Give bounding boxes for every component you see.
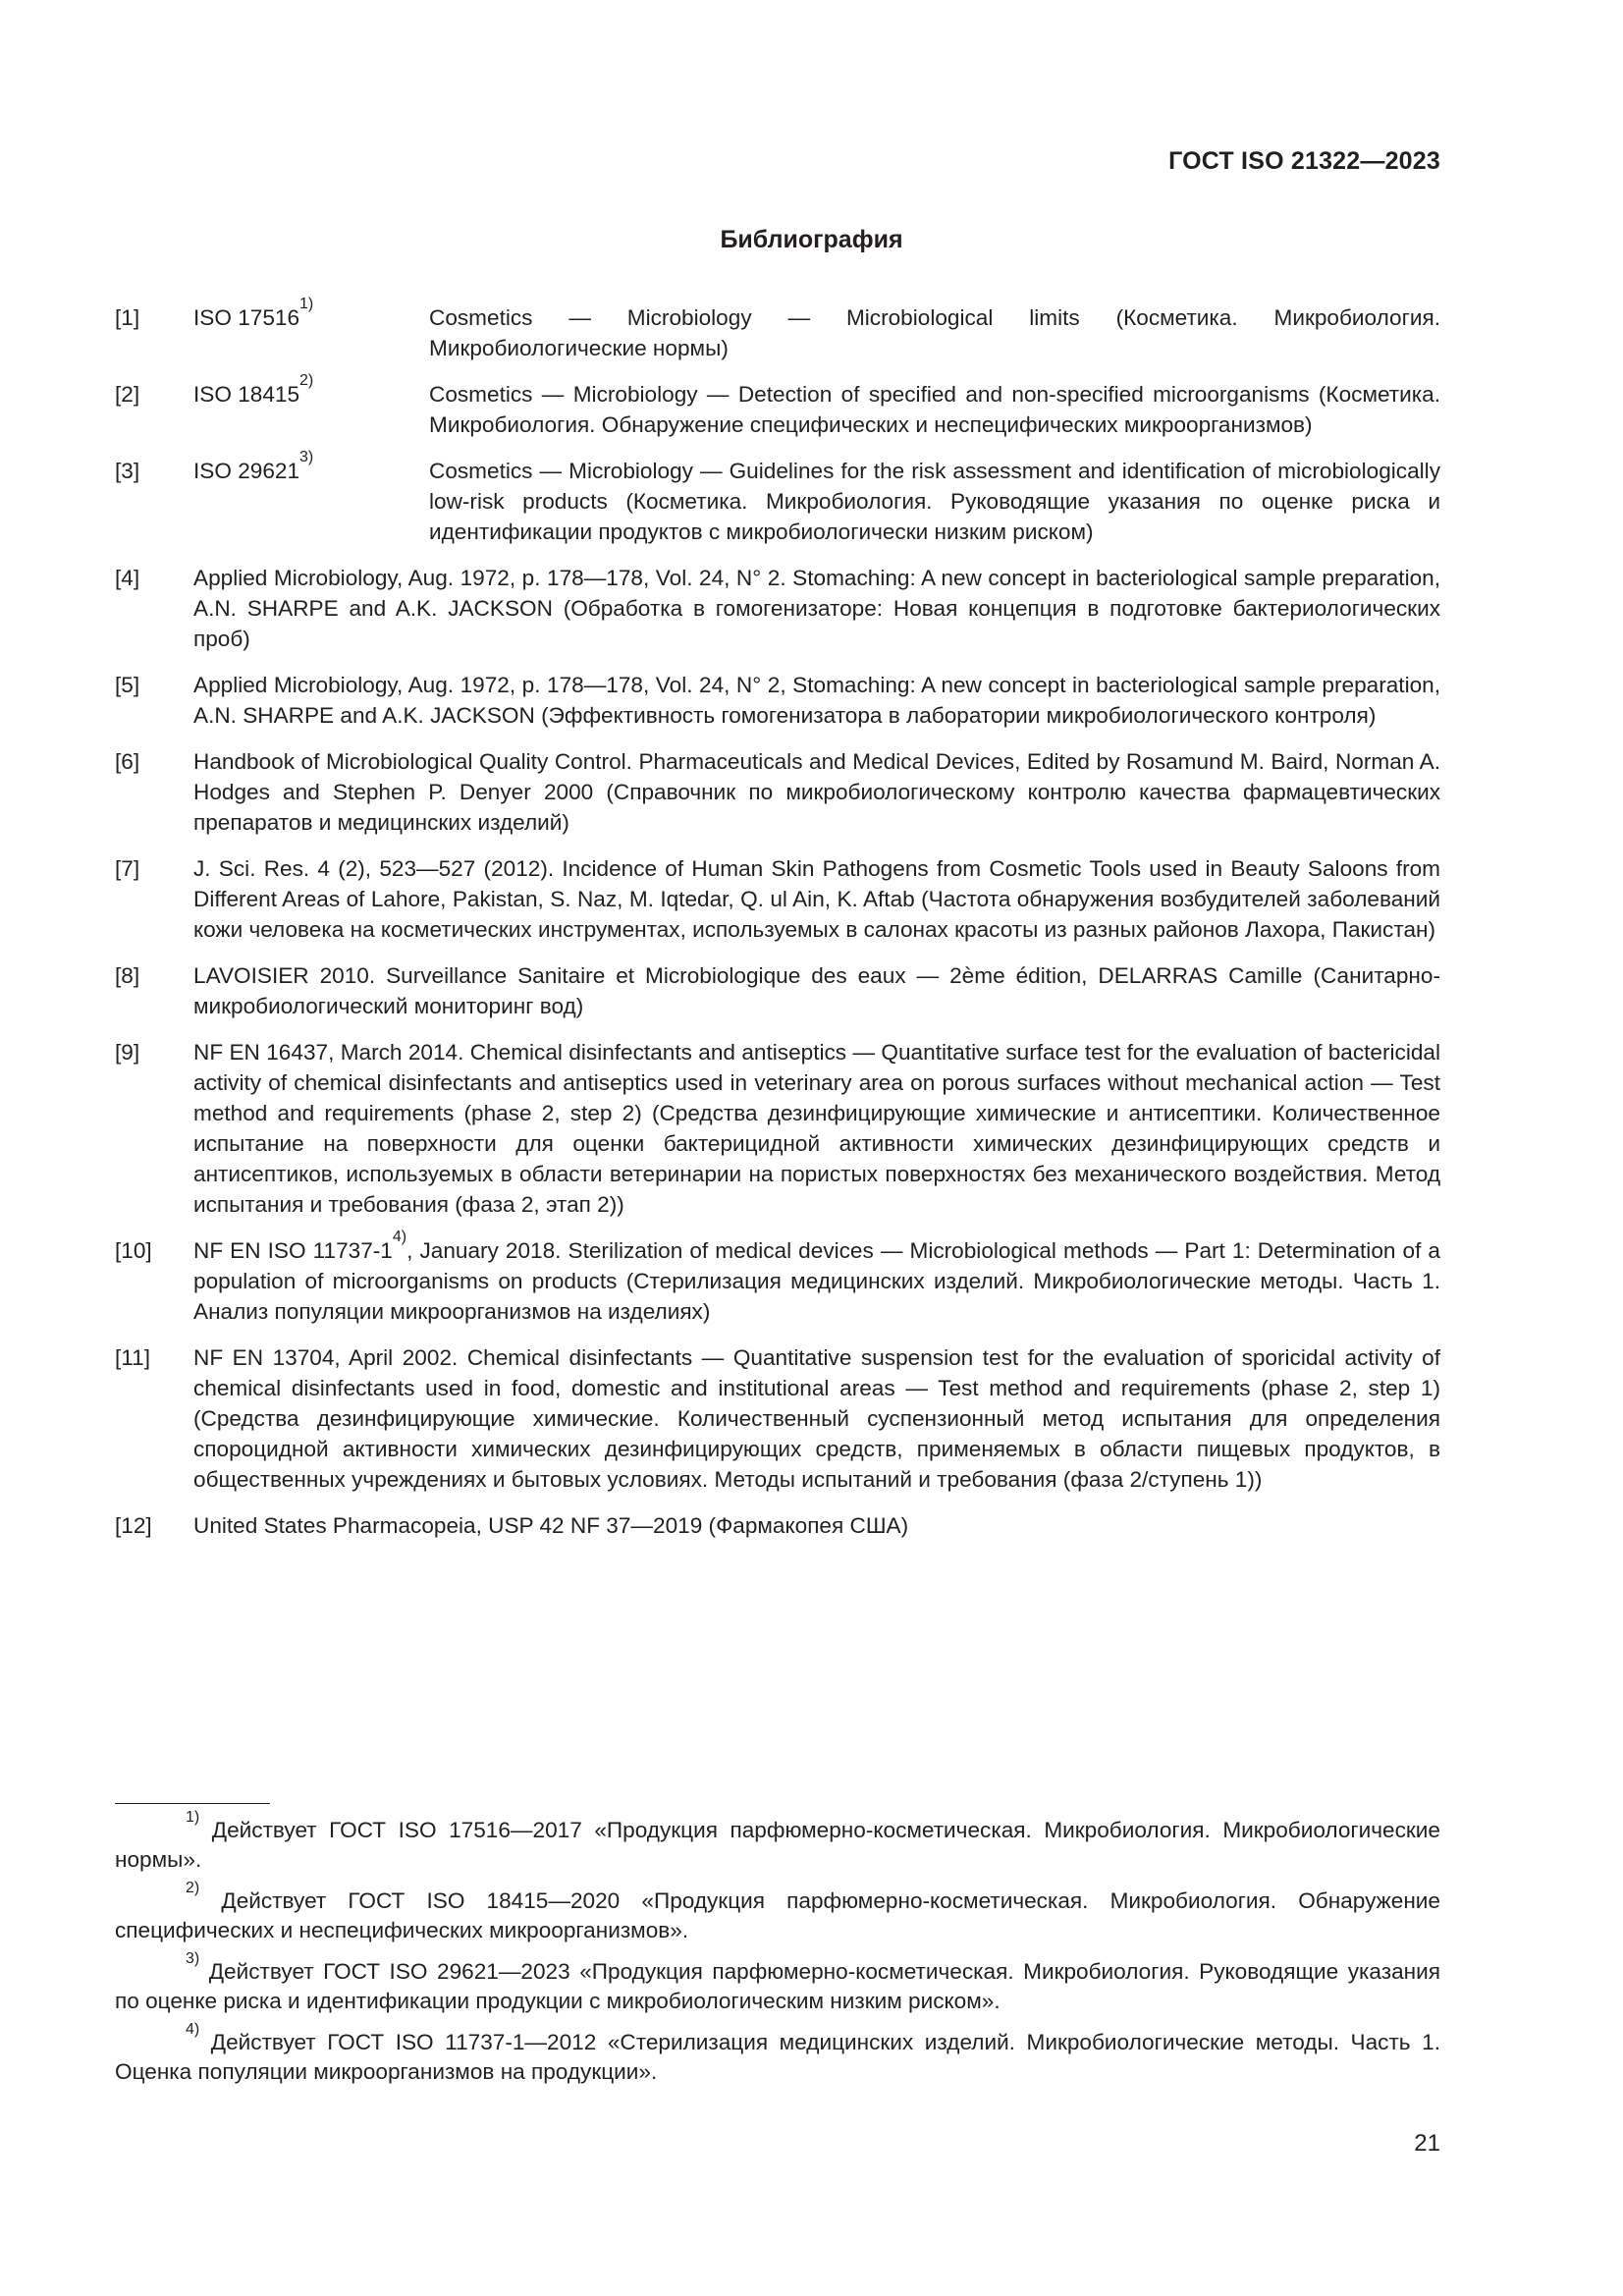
standard-code: ГОСТ ISO 21322—2023	[1168, 147, 1440, 175]
entry-code-text: ISO 17516	[193, 305, 300, 330]
entry-number: [5]	[115, 673, 140, 697]
entry-text: NF EN 16437, March 2014. Chemical disinfectants and antiseptics — Quantitative surface test for the evaluation of bactericidal activity of chemical disinfectants and antiseptics used in veterinary area on porous surfaces without mechanical action — Test method and requirements (phase 2, step 2) (Средства дезинфицирующие химические и антисептики. Количественное испытание на поверхности для оценки бактерицидной активности химических дезинфицирующих средств и антисептиков, используемых в области ветеринарии на пористых поверхностях без механического воздействия. Метод испытания и требования (фаза 2, этап 2))	[193, 1040, 1441, 1217]
footnote-mark: 3)	[299, 449, 314, 465]
entry-number: [8]	[115, 963, 140, 988]
footnote-separator	[115, 1803, 270, 1804]
entry-text: Handbook of Microbiological Quality Control. Pharmaceuticals and Medical Devices, Edited by Rosamund M. Baird, Norman A. Hodges and Stephen P. Denyer 2000 (Справочник по микробиологическому контролю качества фармацевтических препаратов и медицинских изделий)	[193, 749, 1440, 835]
entry-text: United States Pharmacopeia, USP 42 NF 37—2019 (Фармакопея США)	[193, 1513, 909, 1538]
footnote	[115, 1950, 1440, 2016]
entry-number: [9]	[115, 1040, 140, 1065]
footnote-mark: 2)	[299, 372, 314, 389]
entry-text: LAVOISIER 2010. Surveillance Sanitaire et Microbiologique des eaux — 2ème édition, DELARRAS Camille (Санитарно-микробиологический мониторинг вод)	[193, 963, 1440, 1018]
bibliography-entry	[115, 296, 1440, 363]
bibliography-entry	[115, 449, 1440, 547]
footnote	[115, 2021, 1440, 2087]
entry-text	[193, 1229, 1441, 1327]
entry-code-text: NF EN ISO 11737-1	[193, 1238, 393, 1263]
entry-text: Cosmetics — Microbiology — Microbiological limits (Косметика. Микробиология. Микробиологические нормы)	[429, 305, 1440, 360]
bibliography-entry	[115, 1037, 1440, 1220]
entry-text: Applied Microbiology, Aug. 1972, p. 178—178, Vol. 24, N° 2. Stomaching: A new concept in bacteriological sample preparation, A.N. SHARPE and A.K. JACKSON (Обработка в гомогенизаторе: Новая концепция в подготовке бактериологических проб)	[193, 566, 1440, 651]
entry-code-text: ISO 18415	[193, 382, 300, 407]
bibliography-entry	[115, 670, 1440, 731]
entry-number: [6]	[115, 749, 140, 774]
entry-text: Applied Microbiology, Aug. 1972, p. 178—178, Vol. 24, N° 2, Stomaching: A new concept in bacteriological sample preparation, A.N. SHARPE and A.K. JACKSON (Эффективность гомогенизатора в лаборатории микробиологического контроля)	[193, 673, 1440, 728]
entry-number: [1]	[115, 305, 140, 330]
footnote-text: Действует ГОСТ ISO 17516—2017 «Продукция парфюмерно-косметическая. Микробиология. Микробиологические нормы».	[115, 1818, 1440, 1872]
entry-number: [4]	[115, 566, 140, 590]
bibliography-entry	[115, 1229, 1441, 1327]
footnote	[115, 1880, 1440, 1945]
entry-number: [12]	[115, 1513, 152, 1538]
entry-number: [2]	[115, 382, 140, 407]
footnote-mark: 2)	[186, 1880, 200, 1896]
entry-text: NF EN 13704, April 2002. Chemical disinfectants — Quantitative suspension test for the evaluation of sporicidal activity of chemical disinfectants used in food, domestic and institutional areas — Test method and requirements (phase 2, step 1) (Средства дезинфицирующие химические. Количественный суспензионный метод испытания для определения спороцидной активности химических дезинфицирующих средств, применяемых в области пищевых продуктов, в общественных учреждениях и бытовых условиях. Методы испытаний и требования (фаза 2/ступень 1))	[193, 1345, 1440, 1492]
entry-text: Cosmetics — Microbiology — Detection of specified and non-specified microorganisms (Косметика. Микробиология. Обнаружение специфических и неспецифических микроорганизмов)	[429, 382, 1440, 437]
bibliography-entry	[115, 746, 1440, 838]
footnote-mark: 1)	[299, 296, 314, 312]
bibliography-entry	[115, 372, 1440, 440]
footnote-mark: 3)	[186, 1950, 200, 1967]
entry-text: Cosmetics — Microbiology — Guidelines for the risk assessment and identification of microbiologically low-risk products (Косметика. Микробиология. Руководящие указания по оценке риска и идентификации продуктов с микробиологически низким риском)	[429, 459, 1440, 544]
entry-text: J. Sci. Res. 4 (2), 523—527 (2012). Incidence of Human Skin Pathogens from Cosmetic Tools used in Beauty Saloons from Different Areas of Lahore, Pakistan, S. Naz, M. Iqtedar, Q. ul Ain, K. Aftab (Частота обнаружения возбудителей заболеваний кожи человека на косметических инструментах, используемых в салонах красоты из разных районов Лахора, Пакистан)	[193, 856, 1440, 942]
entry-text-rest: , January 2018. Sterilization of medical devices — Microbiological methods — Part 1: Determination of a population of microorganisms on products (Стерилизация медицинских изделий. Микробиологические методы. Часть 1. Анализ популяции микроорганизмов на изделиях)	[193, 1238, 1441, 1324]
bibliography-entry	[115, 563, 1440, 654]
bibliography-list	[115, 296, 1441, 1557]
footnote-mark: 1)	[186, 1809, 200, 1826]
bibliography-entry	[115, 853, 1440, 945]
page-number: 21	[1414, 2130, 1440, 2157]
footnote-text: Действует ГОСТ ISO 29621—2023 «Продукция парфюмерно-косметическая. Микробиология. Руководящие указания по оценке риска и идентификации продукции с микробиологическим низким риском».	[115, 1959, 1440, 2013]
entry-number: [7]	[115, 856, 140, 881]
footnote-mark: 4)	[392, 1229, 407, 1245]
footnotes	[115, 1809, 1440, 2099]
footnote-mark: 4)	[186, 2021, 200, 2038]
entry-code	[193, 372, 314, 410]
entry-number: [3]	[115, 459, 140, 483]
entry-code	[193, 449, 314, 486]
footnote	[115, 1809, 1440, 1875]
page-title: Библиография	[720, 226, 903, 253]
bibliography-entry	[115, 1342, 1440, 1495]
entry-code-text: ISO 29621	[193, 459, 300, 483]
footnote-text: Действует ГОСТ ISO 18415—2020 «Продукция парфюмерно-косметическая. Микробиология. Обнаружение специфических и неспецифических микроорганизмов».	[115, 1888, 1440, 1942]
entry-number: [11]	[115, 1345, 151, 1370]
footnote-text: Действует ГОСТ ISO 11737-1—2012 «Стерилизация медицинских изделий. Микробиологические методы. Часть 1. Оценка популяции микроорганизмов на продукции».	[115, 2030, 1440, 2084]
entry-number: [10]	[115, 1238, 152, 1263]
entry-code	[193, 296, 314, 333]
bibliography-entry	[115, 1510, 1440, 1541]
bibliography-entry	[115, 960, 1440, 1021]
